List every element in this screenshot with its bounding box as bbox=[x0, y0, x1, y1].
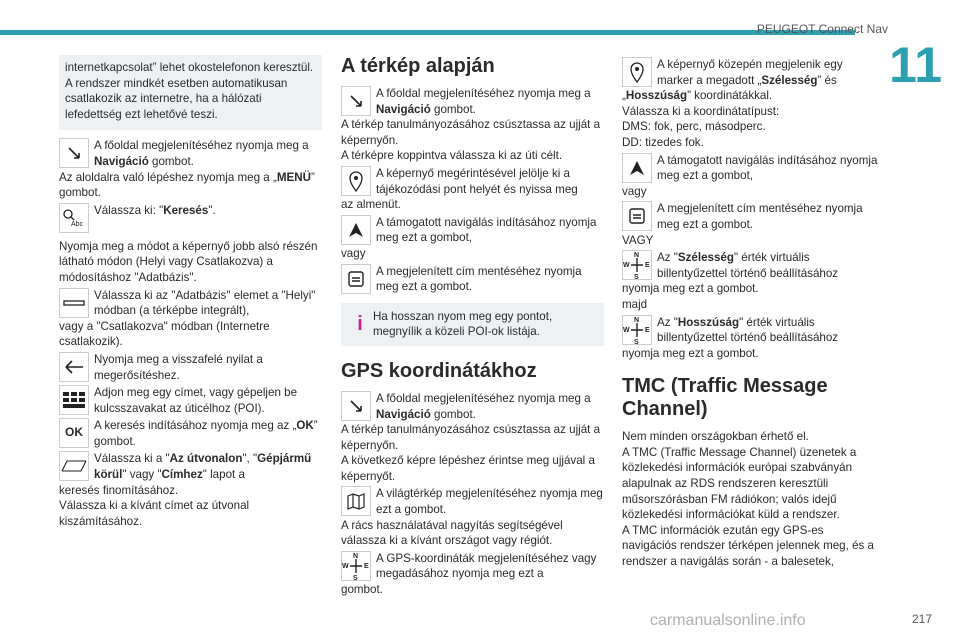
keyboard-icon bbox=[59, 385, 89, 415]
guidance-arrow-icon bbox=[341, 215, 371, 245]
step-bold: Navigáció bbox=[376, 102, 431, 116]
step-bold: Az útvonalon bbox=[169, 452, 243, 466]
paragraph: „ bbox=[622, 89, 626, 103]
paragraph-end: ” gombot. bbox=[59, 170, 315, 200]
map-pin-icon bbox=[622, 57, 652, 87]
watermark: carmanualsonline.info bbox=[650, 612, 806, 629]
compass-icon bbox=[341, 551, 371, 581]
chapter-number: 11 bbox=[889, 37, 942, 93]
step-text: A megjelenített cím mentéséhez nyomja meg ezt a gombot. bbox=[376, 264, 582, 294]
save-icon bbox=[341, 264, 371, 294]
step-text-mid: ", " bbox=[242, 452, 258, 466]
compass-icon bbox=[622, 250, 652, 280]
tab-icon bbox=[59, 451, 89, 481]
section-heading: GPS koordinátákhoz bbox=[341, 359, 537, 382]
paragraph: vagy bbox=[622, 184, 647, 198]
section-heading: A térkép alapján bbox=[341, 55, 495, 77]
save-icon bbox=[622, 201, 652, 231]
step-text: A főoldal megjelenítéséhez nyomja meg a bbox=[376, 391, 591, 405]
step-ok bbox=[59, 418, 322, 449]
step-bold: Keresés bbox=[163, 203, 209, 217]
paragraph: Nyomja meg a módot a képernyő jobb alsó részén látható módon (Helyi vagy Csatlakozva) a módosításhoz "Adatbázis". bbox=[59, 239, 318, 284]
step-text-mid: " vagy " bbox=[122, 468, 162, 482]
ok-label: OK bbox=[65, 425, 83, 440]
paragraph: nyomja meg ezt a gombot. bbox=[622, 346, 759, 360]
svg-text:W: W bbox=[623, 326, 630, 334]
step-text-end: gombot. bbox=[148, 154, 194, 168]
step-text: A világtérkép megjelenítéséhez nyomja meg ezt a gombot. bbox=[376, 487, 603, 517]
paragraph: Nem minden országokban érhető el. A TMC (Traffic Message Channel) üzenetek a közlekedési információk európai szabványán alapulnak az RDS rendszeren keresztüli műsorszórásban FM rádiókon; valós idejű közlekedési információkat küld a rendszer. A TMC információk ezután egy GPS-es navigációs rendszer térképen jelennek meg, és a rendszer a navigálás során - a balesetek, bbox=[622, 430, 874, 569]
compass-icon bbox=[622, 315, 652, 345]
step-navigation bbox=[341, 86, 604, 117]
svg-text:E: E bbox=[364, 562, 369, 570]
navigation-icon bbox=[341, 86, 371, 116]
step-bold: Szélesség bbox=[761, 73, 818, 87]
svg-text:Abc: Abc bbox=[71, 220, 84, 228]
search-abc-icon bbox=[59, 203, 89, 233]
column-1 bbox=[59, 55, 322, 529]
step-text: A képernyő megérintésével jelölje ki a tájékozódási pont helyét és nyissa meg bbox=[376, 166, 578, 196]
paragraph: keresés finomításához. Válassza ki a kívánt címet az útvonal kiszámításához. bbox=[59, 483, 250, 528]
step-text: A GPS-koordináták megjelenítéséhez vagy megadásához nyomja meg ezt a bbox=[376, 551, 597, 581]
svg-text:N: N bbox=[353, 552, 359, 560]
step-text-end: ". bbox=[208, 203, 216, 217]
paragraph: vagy bbox=[341, 246, 366, 260]
step-back bbox=[59, 352, 322, 383]
step-bold: Címhez bbox=[161, 468, 203, 482]
step-save bbox=[341, 264, 604, 295]
note-box bbox=[59, 55, 322, 130]
paragraph: A rács használatával nagyítás segítségével válassza ki a kívánt országot vagy régiót. bbox=[341, 518, 563, 548]
step-text: A keresés indításához nyomja meg az „ bbox=[94, 419, 297, 433]
section-heading: TMC (Traffic Message Channel) bbox=[622, 375, 828, 421]
navigation-icon bbox=[341, 391, 371, 421]
step-database bbox=[59, 288, 322, 319]
step-guidance bbox=[622, 153, 880, 184]
step-text: Az " bbox=[657, 315, 678, 329]
step-navigation bbox=[341, 391, 604, 422]
paragraph: az almenüt. bbox=[341, 198, 401, 212]
paragraph: nyomja meg ezt a gombot. majd bbox=[622, 282, 759, 311]
step-text: Az " bbox=[657, 251, 678, 265]
step-text: A főoldal megjelenítéséhez nyomja meg a bbox=[94, 139, 309, 153]
svg-text:S: S bbox=[634, 338, 639, 344]
step-route-tabs bbox=[59, 451, 322, 482]
step-text: A megjelenített cím mentéséhez nyomja meg ezt a gombot. bbox=[657, 202, 863, 231]
step-bold: OK bbox=[296, 419, 314, 433]
step-keyboard bbox=[59, 385, 322, 416]
step-save bbox=[622, 201, 880, 232]
step-text: A főoldal megjelenítéséhez nyomja meg a bbox=[376, 87, 591, 100]
step-guidance bbox=[341, 215, 604, 246]
step-text: Válassza ki a " bbox=[94, 452, 170, 466]
step-bold: Navigáció bbox=[94, 154, 149, 168]
map-pin-icon bbox=[341, 166, 371, 196]
step-text: A támogatott navigálás indításához nyomja meg ezt a gombot, bbox=[657, 153, 878, 183]
step-text: Válassza ki az "Adatbázis" elemet a "Helyi" módban (a térképbe integrált), bbox=[94, 288, 316, 318]
guidance-arrow-icon bbox=[622, 153, 652, 183]
svg-text:N: N bbox=[634, 252, 640, 260]
info-icon: i bbox=[357, 312, 363, 335]
column-2 bbox=[341, 55, 604, 598]
step-bold: Szélesség bbox=[677, 251, 734, 265]
paragraph: vagy a "Csatlakozva" módban (Internetre csatlakozik). bbox=[59, 319, 270, 349]
step-text-end: " érték virtuális billentyűzettel történő beállításához bbox=[657, 315, 839, 345]
info-text: Ha hosszan nyom meg egy pontot, megnyílik a közeli POI-ok listája. bbox=[373, 309, 553, 339]
svg-text:E: E bbox=[645, 326, 650, 334]
step-text: A képernyő közepén megjelenik egy marker a megadott „ bbox=[657, 58, 843, 87]
step-text-end: ” gombot. bbox=[94, 419, 318, 448]
step-latitude bbox=[622, 250, 880, 281]
paragraph: A térkép tanulmányozásához csúsztassa az ujját a képernyőn. A következő képre lépéshez érintse meg ujjával a képernyőt. bbox=[341, 423, 601, 483]
paragraph: gombot. bbox=[341, 583, 383, 597]
info-box bbox=[341, 303, 604, 346]
paragraph: A térkép tanulmányozásához csúsztassa az ujját a képernyőn. A térképre koppintva válassza ki az úti célt. bbox=[341, 118, 601, 163]
step-text: A támogatott navigálás indításához nyomja meg ezt a gombot, bbox=[376, 215, 597, 245]
step-longitude bbox=[622, 315, 880, 346]
menu-bar-icon bbox=[59, 288, 89, 318]
step-text-end: " érték virtuális billentyűzettel történő beállításához bbox=[657, 251, 839, 280]
step-marker bbox=[622, 57, 880, 88]
step-navigation bbox=[59, 138, 322, 169]
page-number: 217 bbox=[911, 612, 932, 626]
svg-text:N: N bbox=[634, 316, 640, 324]
step-text-end: gombot. bbox=[430, 407, 476, 421]
step-world-map bbox=[341, 486, 604, 517]
step-search bbox=[59, 203, 322, 233]
column-3 bbox=[622, 55, 880, 570]
step-bold: Navigáció bbox=[376, 407, 431, 421]
svg-text:S: S bbox=[634, 274, 639, 280]
svg-text:S: S bbox=[353, 574, 358, 580]
paragraph-bold: MENÜ bbox=[276, 170, 311, 184]
ok-button-icon bbox=[59, 418, 89, 448]
svg-text:W: W bbox=[623, 262, 630, 270]
step-text-end: ” és bbox=[817, 73, 837, 87]
paragraph-end: ” koordinátákkal. Válassza ki a koordinátatípust: DMS: fok, perc, másodperc. DD: tizedes fok. bbox=[622, 89, 780, 149]
step-text-end: gombot. bbox=[430, 102, 476, 116]
paragraph-bold: Hosszúság bbox=[625, 89, 688, 103]
paragraph: Az aloldalra való lépéshez nyomja meg a „ bbox=[59, 170, 277, 184]
world-map-icon bbox=[341, 486, 371, 516]
svg-text:E: E bbox=[645, 262, 650, 270]
step-text: Nyomja meg a visszafelé nyilat a megerősítéshez. bbox=[94, 352, 263, 382]
back-arrow-icon bbox=[59, 352, 89, 382]
step-text-end: " lapot a bbox=[202, 468, 245, 482]
paragraph: VAGY bbox=[622, 233, 654, 247]
step-bold: Hosszúság bbox=[677, 315, 740, 329]
header-title: PEUGEOT Connect Nav bbox=[756, 22, 888, 36]
step-map-pin bbox=[341, 166, 604, 197]
header-accent-bar bbox=[0, 30, 855, 35]
svg-text:W: W bbox=[342, 562, 349, 570]
step-text: Válassza ki: " bbox=[94, 203, 164, 217]
step-bold: Gépjármű körül bbox=[94, 452, 312, 482]
navigation-icon bbox=[59, 138, 89, 168]
step-gps bbox=[341, 551, 604, 582]
note-text: internetkapcsolat” lehet okostelefonon keresztül. A rendszer mindkét esetben automatikusan csatlakozik az internetre, ha a hálózati lefedettség ezt lehetővé teszi. bbox=[65, 61, 314, 121]
step-text: Adjon meg egy címet, vagy gépeljen be kulcsszavakat az úticélhoz (POI). bbox=[94, 386, 298, 415]
